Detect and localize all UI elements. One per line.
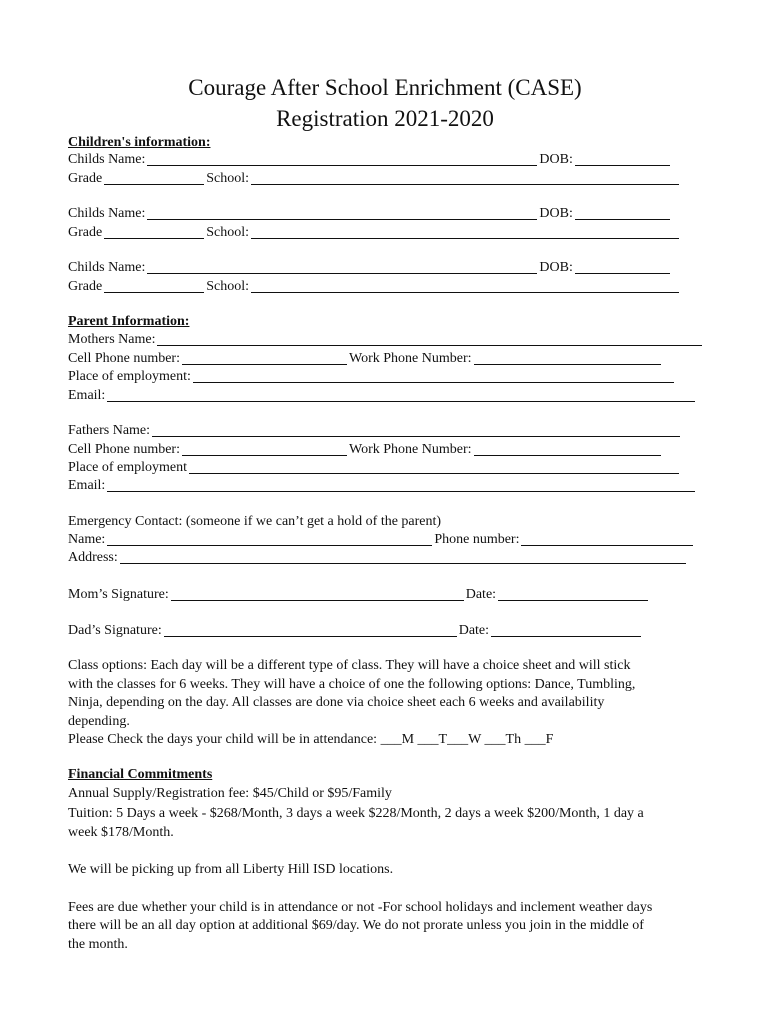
class-options-line: depending.: [68, 713, 130, 729]
mother-work-phone-field[interactable]: [474, 351, 661, 365]
children-heading-text: Children's information:: [68, 135, 211, 150]
mother-employment-field[interactable]: [193, 369, 674, 383]
mother-email-field[interactable]: [107, 388, 695, 402]
mother-cell-phone-field[interactable]: [182, 351, 347, 365]
father-work-phone-field[interactable]: [474, 442, 661, 456]
mom-signature-row: [68, 586, 650, 604]
emergency-contact-intro: Emergency Contact: (someone if we can’t get a hold of the parent): [68, 514, 442, 529]
mother-email-row: [68, 387, 697, 405]
registration-fee-text: Annual Supply/Registration fee: $45/Child or $95/Family: [68, 785, 392, 801]
child-2-name-field[interactable]: [147, 206, 537, 220]
child-name-label: Childs Name:: [68, 152, 146, 167]
class-options-line: with the classes for 6 weeks. They will have a choice of one the following options: Dance, Tumbling,: [68, 676, 636, 692]
child-2-name-row: [68, 205, 672, 223]
form-title: Courage After School Enrichment (CASE): [188, 75, 582, 100]
child-3-name-row: [68, 259, 672, 277]
child-3-grade-row: [68, 278, 681, 296]
mothers-name-label: Mothers Name:: [68, 332, 156, 347]
mom-signature-field[interactable]: [171, 587, 464, 601]
work-phone-label: Work Phone Number:: [349, 351, 472, 366]
child-1-school-field[interactable]: [251, 171, 679, 185]
financial-heading: Financial Commitments: [68, 767, 213, 782]
child-3-dob-field[interactable]: [575, 260, 670, 274]
emergency-phone-label: Phone number:: [434, 532, 520, 547]
emergency-phone-field[interactable]: [521, 532, 693, 546]
form-subtitle: Registration 2021-2020: [276, 106, 494, 131]
fees-line: Fees are due whether your child is in attendance or not -For school holidays and inclement weather days: [68, 899, 653, 915]
dad-signature-field[interactable]: [164, 623, 457, 637]
dob-label: DOB:: [539, 152, 573, 167]
child-1-grade-row: [68, 170, 681, 188]
child-2-school-field[interactable]: [251, 225, 679, 239]
mothers-name-row: [68, 331, 704, 349]
emergency-intro-row: [68, 513, 441, 531]
child-1-dob-field[interactable]: [575, 152, 670, 166]
dob-label: DOB:: [539, 260, 573, 275]
child-2-grade-row: [68, 224, 681, 242]
cell-phone-label: Cell Phone number:: [68, 351, 180, 366]
date-label: Date:: [458, 623, 490, 638]
mom-signature-date-field[interactable]: [498, 587, 648, 601]
father-phone-row: [68, 441, 663, 459]
tuition-line: week $178/Month.: [68, 824, 174, 840]
dob-label: DOB:: [539, 206, 573, 221]
fathers-name-label: Fathers Name:: [68, 423, 151, 438]
employment-label: Place of employment:: [68, 369, 191, 384]
grade-label: Grade: [68, 171, 103, 186]
child-1-name-row: [68, 151, 672, 169]
attendance-days-line: Please Check the days your child will be in attendance: ___M ___T___W ___Th ___F: [68, 732, 554, 747]
child-3-name-field[interactable]: [147, 260, 537, 274]
emergency-address-field[interactable]: [120, 550, 686, 564]
work-phone-label: Work Phone Number:: [349, 442, 472, 457]
father-cell-phone-field[interactable]: [182, 442, 347, 456]
dad-signature-label: Dad’s Signature:: [68, 623, 162, 638]
father-employment-field[interactable]: [189, 460, 679, 474]
emergency-address-label: Address:: [68, 550, 118, 565]
dad-signature-date-field[interactable]: [491, 623, 641, 637]
child-name-label: Childs Name:: [68, 206, 146, 221]
child-2-grade-field[interactable]: [104, 225, 204, 239]
mother-employment-row: [68, 368, 676, 386]
fees-line: there will be an all day option at additional $69/day. We do not prorate unless you join in the middle of: [68, 918, 644, 933]
grade-label: Grade: [68, 279, 103, 294]
emergency-name-field[interactable]: [107, 532, 432, 546]
fathers-name-field[interactable]: [152, 423, 680, 437]
tuition-line: Tuition: 5 Days a week - $268/Month, 3 days a week $228/Month, 2 days a week $200/Month, 1 day a: [68, 806, 644, 821]
class-options-line: Ninja, depending on the day. All classes are done via choice sheet each 6 weeks and availability: [68, 695, 605, 710]
mother-phone-row: [68, 350, 663, 368]
fathers-name-row: [68, 422, 682, 440]
class-options-paragraph: [68, 657, 708, 750]
fees-line: the month.: [68, 936, 128, 952]
father-employment-row: [68, 459, 681, 477]
parent-section-heading: [68, 313, 189, 331]
school-label: School:: [206, 225, 249, 240]
parent-heading-text: Parent Information:: [68, 314, 190, 329]
emergency-address-row: [68, 549, 688, 567]
children-section-heading: [68, 134, 210, 152]
pickup-text: We will be picking up from all Liberty Hill ISD locations.: [68, 862, 394, 877]
financial-section: [68, 766, 708, 954]
dad-signature-row: [68, 622, 643, 640]
email-label: Email:: [68, 478, 106, 493]
date-label: Date:: [465, 587, 497, 602]
school-label: School:: [206, 171, 249, 186]
child-name-label: Childs Name:: [68, 260, 146, 275]
emergency-name-label: Name:: [68, 532, 106, 547]
child-3-school-field[interactable]: [251, 279, 679, 293]
email-label: Email:: [68, 388, 106, 403]
class-options-line: Class options: Each day will be a different type of class. They will have a choice sheet and will stick: [68, 658, 631, 673]
school-label: School:: [206, 279, 249, 294]
father-email-row: [68, 477, 697, 495]
child-1-grade-field[interactable]: [104, 171, 204, 185]
child-3-grade-field[interactable]: [104, 279, 204, 293]
employment-label: Place of employment: [68, 460, 187, 475]
child-2-dob-field[interactable]: [575, 206, 670, 220]
cell-phone-label: Cell Phone number:: [68, 442, 180, 457]
mom-signature-label: Mom’s Signature:: [68, 587, 169, 602]
mothers-name-field[interactable]: [157, 332, 702, 346]
grade-label: Grade: [68, 225, 103, 240]
emergency-name-row: [68, 531, 695, 549]
child-1-name-field[interactable]: [147, 152, 537, 166]
father-email-field[interactable]: [107, 478, 695, 492]
